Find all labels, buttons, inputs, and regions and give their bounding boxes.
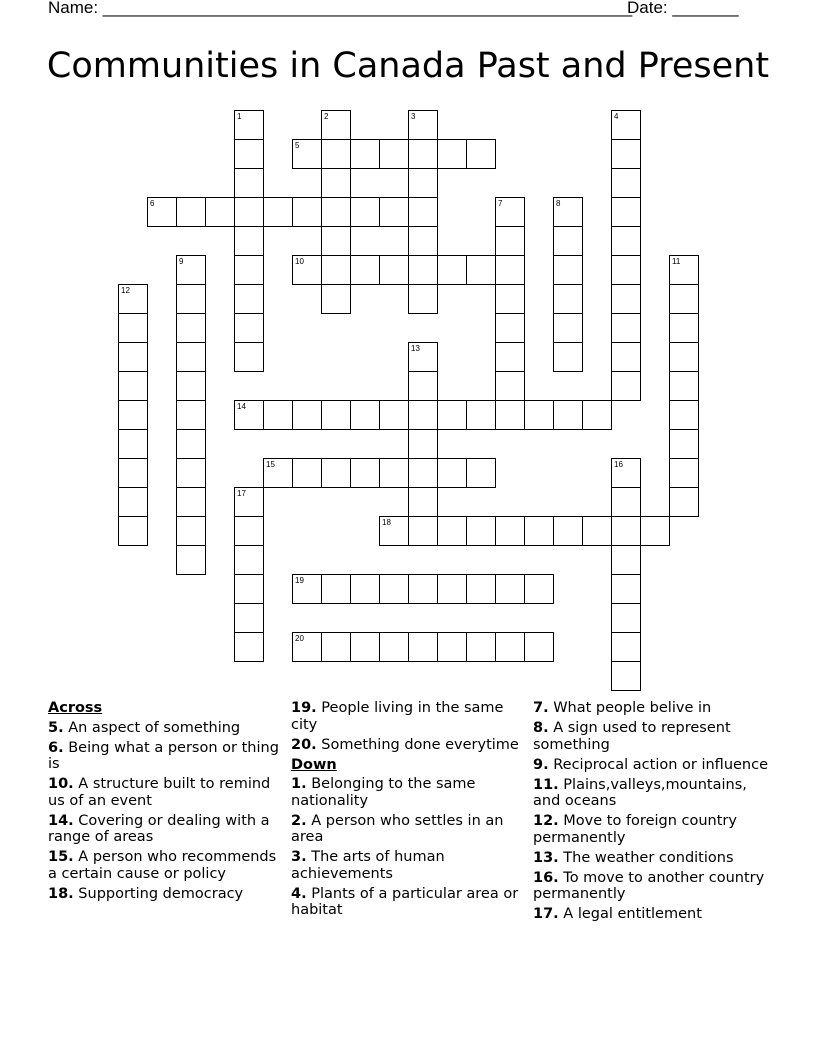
name-field-label: Name: ________________________________________________________ <box>48 0 633 17</box>
grid-cell[interactable] <box>408 168 438 198</box>
grid-cell[interactable] <box>611 284 641 314</box>
cell-number: 10 <box>295 257 304 266</box>
grid-cell[interactable] <box>553 400 583 430</box>
grid-cell[interactable] <box>640 516 670 546</box>
grid-cell[interactable] <box>408 255 438 285</box>
grid-cell[interactable] <box>234 168 264 198</box>
grid-cell[interactable] <box>234 632 264 662</box>
date-field-label: Date: _______ <box>627 0 739 17</box>
grid-cell[interactable] <box>234 139 264 169</box>
grid-cell[interactable] <box>466 255 496 285</box>
cell-number: 18 <box>382 518 391 527</box>
grid-cell[interactable] <box>147 197 177 227</box>
grid-cell[interactable] <box>321 168 351 198</box>
grid-cell[interactable] <box>263 458 293 488</box>
clue-column-1 <box>48 700 286 906</box>
grid-cell[interactable] <box>118 429 148 459</box>
grid-cell[interactable] <box>292 632 322 662</box>
grid-cell[interactable] <box>321 226 351 256</box>
grid-cell[interactable] <box>234 342 264 372</box>
grid-cell[interactable] <box>611 661 641 691</box>
grid-cell[interactable] <box>669 458 699 488</box>
cell-number: 3 <box>411 112 416 121</box>
grid-cell[interactable] <box>495 516 525 546</box>
grid-cell[interactable] <box>176 458 206 488</box>
grid-cell[interactable] <box>466 139 496 169</box>
grid-cell[interactable] <box>321 400 351 430</box>
grid-cell[interactable] <box>176 400 206 430</box>
clue-down-2: 2. A person who settles in an area <box>291 812 504 845</box>
grid-cell[interactable] <box>669 400 699 430</box>
grid-cell[interactable] <box>350 139 380 169</box>
grid-cell[interactable] <box>669 487 699 517</box>
cell-number: 16 <box>614 460 623 469</box>
grid-cell[interactable] <box>408 226 438 256</box>
clue-down-9: 9. Reciprocal action or influence <box>533 756 769 773</box>
grid-cell[interactable] <box>321 284 351 314</box>
grid-cell[interactable] <box>466 516 496 546</box>
grid-cell[interactable] <box>321 197 351 227</box>
clue-down-16: 16. To move to another country permanently <box>533 869 765 902</box>
cell-number: 7 <box>498 199 503 208</box>
grid-cell[interactable] <box>408 284 438 314</box>
grid-cell[interactable] <box>234 313 264 343</box>
grid-cell[interactable] <box>408 371 438 401</box>
grid-cell[interactable] <box>292 574 322 604</box>
clue-down-7: 7. What people belive in <box>533 700 712 716</box>
grid-cell[interactable] <box>611 197 641 227</box>
grid-cell[interactable] <box>437 574 467 604</box>
clue-down-1: 1. Belonging to the same nationality <box>291 776 476 809</box>
grid-cell[interactable] <box>263 197 293 227</box>
grid-cell[interactable] <box>234 574 264 604</box>
grid-cell[interactable] <box>234 603 264 633</box>
grid-cell[interactable] <box>408 400 438 430</box>
down-heading: Down <box>291 756 337 773</box>
grid-cell[interactable] <box>176 197 206 227</box>
grid-cell[interactable] <box>176 487 206 517</box>
clue-across-14: 14. Covering or dealing with a range of areas <box>48 812 270 845</box>
grid-cell[interactable] <box>408 342 438 372</box>
grid-cell[interactable] <box>176 429 206 459</box>
cell-number: 2 <box>324 112 329 121</box>
grid-cell[interactable] <box>408 110 438 140</box>
cell-number: 20 <box>295 634 304 643</box>
grid-cell[interactable] <box>582 400 612 430</box>
grid-cell[interactable] <box>234 487 264 517</box>
grid-cell[interactable] <box>495 226 525 256</box>
clue-down-11: 11. Plains,valleys,mountains, and oceans <box>533 776 747 809</box>
grid-cell[interactable] <box>234 197 264 227</box>
grid-cell[interactable] <box>292 458 322 488</box>
cell-number: 6 <box>150 199 155 208</box>
clue-across-10: 10. A structure built to remind us of an event <box>48 776 271 809</box>
grid-cell[interactable] <box>437 632 467 662</box>
grid-cell[interactable] <box>611 139 641 169</box>
grid-cell[interactable] <box>379 255 409 285</box>
grid-cell[interactable] <box>379 574 409 604</box>
grid-cell[interactable] <box>466 632 496 662</box>
grid-cell[interactable] <box>292 139 322 169</box>
cell-number: 8 <box>556 199 561 208</box>
grid-cell[interactable] <box>118 487 148 517</box>
grid-cell[interactable] <box>350 632 380 662</box>
clue-down-17: 17. A legal entitlement <box>533 906 702 922</box>
grid-cell[interactable] <box>524 400 554 430</box>
grid-cell[interactable] <box>466 458 496 488</box>
clue-across-15: 15. A person who recommends a certain cause or policy <box>48 849 277 882</box>
grid-cell[interactable] <box>611 603 641 633</box>
grid-cell[interactable] <box>437 400 467 430</box>
grid-cell[interactable] <box>321 458 351 488</box>
grid-cell[interactable] <box>350 400 380 430</box>
cell-number: 13 <box>411 344 420 353</box>
grid-cell[interactable] <box>321 110 351 140</box>
grid-cell[interactable] <box>611 168 641 198</box>
grid-cell[interactable] <box>524 574 554 604</box>
clue-down-3: 3. The arts of human achievements <box>291 849 445 882</box>
grid-cell[interactable] <box>234 226 264 256</box>
grid-cell[interactable] <box>118 400 148 430</box>
grid-cell[interactable] <box>611 545 641 575</box>
grid-cell[interactable] <box>611 342 641 372</box>
grid-cell[interactable] <box>408 429 438 459</box>
grid-cell[interactable] <box>408 197 438 227</box>
grid-cell[interactable] <box>611 255 641 285</box>
cell-number: 1 <box>237 112 242 121</box>
grid-cell[interactable] <box>553 226 583 256</box>
grid-cell[interactable] <box>408 487 438 517</box>
clue-down-8: 8. A sign used to represent something <box>533 720 731 753</box>
grid-cell[interactable] <box>118 342 148 372</box>
grid-cell[interactable] <box>495 197 525 227</box>
grid-cell[interactable] <box>408 516 438 546</box>
grid-cell[interactable] <box>379 197 409 227</box>
across-heading: Across <box>48 700 103 716</box>
grid-cell[interactable] <box>495 342 525 372</box>
grid-cell[interactable] <box>205 197 235 227</box>
grid-cell[interactable] <box>176 255 206 285</box>
grid-cell[interactable] <box>118 516 148 546</box>
clue-down-13: 13. The weather conditions <box>533 849 734 866</box>
grid-cell[interactable] <box>379 400 409 430</box>
grid-cell[interactable] <box>611 371 641 401</box>
cell-number: 5 <box>295 141 300 150</box>
clue-column-2 <box>291 700 529 922</box>
grid-cell[interactable] <box>611 313 641 343</box>
clue-down-4: 4. Plants of a particular area or habitat <box>291 885 519 918</box>
grid-cell[interactable] <box>437 516 467 546</box>
cell-number: 17 <box>237 489 246 498</box>
grid-cell[interactable] <box>234 400 264 430</box>
grid-cell[interactable] <box>176 516 206 546</box>
grid-cell[interactable] <box>321 255 351 285</box>
grid-cell[interactable] <box>118 313 148 343</box>
grid-cell[interactable] <box>466 400 496 430</box>
grid-cell[interactable] <box>611 632 641 662</box>
grid-cell[interactable] <box>292 197 322 227</box>
cell-number: 9 <box>179 257 184 266</box>
grid-cell[interactable] <box>669 284 699 314</box>
cell-number: 12 <box>121 286 130 295</box>
grid-cell[interactable] <box>118 371 148 401</box>
cell-number: 15 <box>266 460 275 469</box>
grid-cell[interactable] <box>176 371 206 401</box>
grid-cell[interactable] <box>321 632 351 662</box>
clue-across-19: 19. People living in the same city <box>291 700 504 733</box>
grid-cell[interactable] <box>553 255 583 285</box>
grid-cell[interactable] <box>350 574 380 604</box>
grid-cell[interactable] <box>553 342 583 372</box>
cell-number: 11 <box>672 257 681 266</box>
grid-cell[interactable] <box>234 255 264 285</box>
grid-cell[interactable] <box>669 371 699 401</box>
grid-cell[interactable] <box>669 429 699 459</box>
clue-across-5: 5. An aspect of something <box>48 719 241 736</box>
clue-across-6: 6. Being what a person or thing is <box>48 739 279 772</box>
grid-cell[interactable] <box>669 342 699 372</box>
grid-cell[interactable] <box>611 110 641 140</box>
grid-cell[interactable] <box>379 139 409 169</box>
grid-cell[interactable] <box>437 139 467 169</box>
grid-cell[interactable] <box>495 632 525 662</box>
grid-cell[interactable] <box>495 255 525 285</box>
grid-cell[interactable] <box>553 284 583 314</box>
grid-cell[interactable] <box>466 574 496 604</box>
grid-cell[interactable] <box>350 197 380 227</box>
grid-cell[interactable] <box>437 458 467 488</box>
grid-cell[interactable] <box>379 458 409 488</box>
grid-cell[interactable] <box>176 313 206 343</box>
grid-cell[interactable] <box>495 371 525 401</box>
grid-cell[interactable] <box>669 255 699 285</box>
clue-across-18: 18. Supporting democracy <box>48 885 244 902</box>
grid-cell[interactable] <box>611 226 641 256</box>
grid-cell[interactable] <box>118 458 148 488</box>
grid-cell[interactable] <box>553 313 583 343</box>
clue-across-20: 20. Something done everytime <box>291 736 519 753</box>
grid-cell[interactable] <box>234 284 264 314</box>
grid-cell[interactable] <box>611 487 641 517</box>
grid-cell[interactable] <box>524 516 554 546</box>
grid-cell[interactable] <box>495 400 525 430</box>
grid-cell[interactable] <box>408 574 438 604</box>
grid-cell[interactable] <box>321 574 351 604</box>
grid-cell[interactable] <box>524 632 554 662</box>
grid-cell[interactable] <box>234 516 264 546</box>
grid-cell[interactable] <box>234 110 264 140</box>
grid-cell[interactable] <box>408 632 438 662</box>
grid-cell[interactable] <box>553 516 583 546</box>
grid-cell[interactable] <box>495 284 525 314</box>
grid-cell[interactable] <box>263 400 293 430</box>
clue-column-3 <box>533 700 773 926</box>
cell-number: 14 <box>237 402 246 411</box>
grid-cell[interactable] <box>118 284 148 314</box>
grid-cell[interactable] <box>292 255 322 285</box>
grid-cell[interactable] <box>553 197 583 227</box>
grid-cell[interactable] <box>176 342 206 372</box>
grid-cell[interactable] <box>495 313 525 343</box>
grid-cell[interactable] <box>379 516 409 546</box>
grid-cell[interactable] <box>495 574 525 604</box>
grid-cell[interactable] <box>408 458 438 488</box>
grid-cell[interactable] <box>611 516 641 546</box>
grid-cell[interactable] <box>611 574 641 604</box>
grid-cell[interactable] <box>176 545 206 575</box>
cell-number: 4 <box>614 112 619 121</box>
grid-cell[interactable] <box>408 139 438 169</box>
grid-cell[interactable] <box>350 255 380 285</box>
grid-cell[interactable] <box>582 516 612 546</box>
grid-cell[interactable] <box>321 139 351 169</box>
grid-cell[interactable] <box>350 458 380 488</box>
grid-cell[interactable] <box>611 458 641 488</box>
grid-cell[interactable] <box>234 545 264 575</box>
grid-cell[interactable] <box>292 400 322 430</box>
grid-cell[interactable] <box>379 632 409 662</box>
page-title: Communities in Canada Past and Present <box>46 46 770 86</box>
grid-cell[interactable] <box>669 313 699 343</box>
grid-cell[interactable] <box>437 255 467 285</box>
grid-cell[interactable] <box>176 284 206 314</box>
cell-number: 19 <box>295 576 304 585</box>
clue-down-12: 12. Move to foreign country permanently <box>533 813 737 846</box>
